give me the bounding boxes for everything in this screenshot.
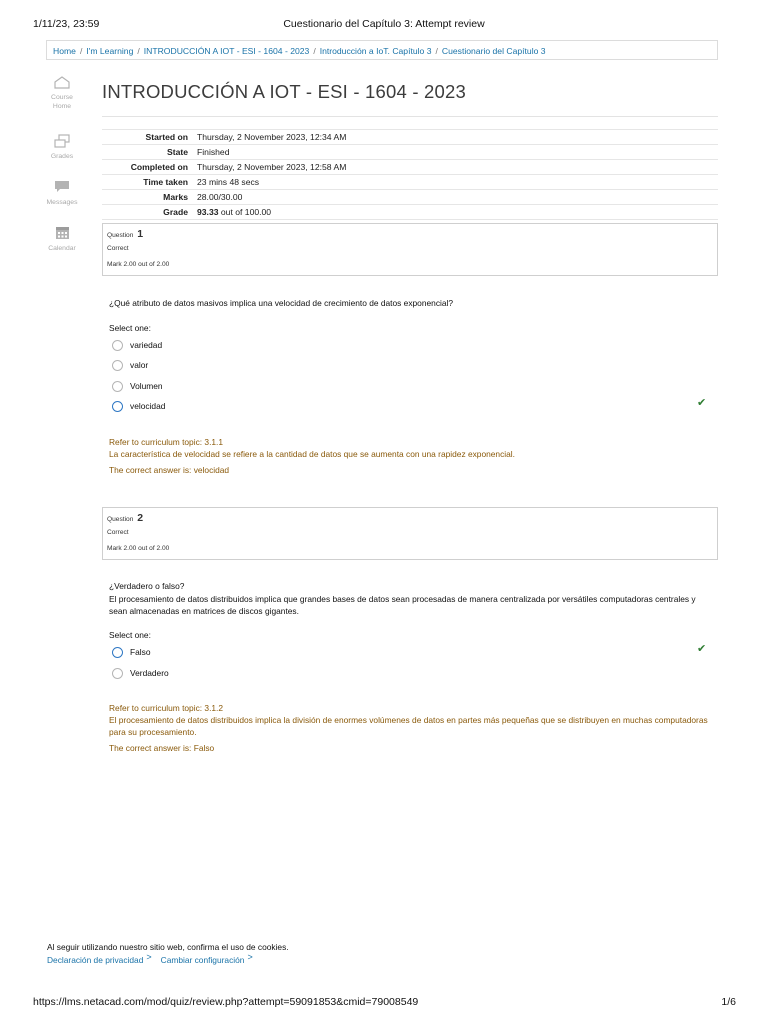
breadcrumb-course[interactable]: INTRODUCCIÓN A IOT - ESI - 1604 - 2023 <box>143 46 310 56</box>
summary-label: Completed on <box>130 162 188 172</box>
option-label: velocidad <box>130 401 166 411</box>
breadcrumb-chapter[interactable]: Introducción a IoT. Capítulo 3 <box>319 46 432 56</box>
summary-value <box>197 205 271 219</box>
select-one-label: Select one: <box>109 323 151 333</box>
question-1-feedback <box>109 436 709 476</box>
question-label: Question <box>107 516 134 523</box>
breadcrumb-quiz[interactable]: Cuestionario del Capítulo 3 <box>441 46 546 56</box>
question-2-text <box>109 580 709 618</box>
correct-answer: The correct answer is: velocidad <box>109 465 230 475</box>
radio-button[interactable] <box>112 668 123 679</box>
cookie-notice <box>47 941 289 967</box>
print-document-title: Cuestionario del Capítulo 3: Attempt review <box>283 18 485 30</box>
summary-label: Started on <box>145 132 188 142</box>
radio-button[interactable] <box>112 340 123 351</box>
radio-button-selected[interactable] <box>112 401 123 412</box>
summary-label: Time taken <box>143 177 188 187</box>
sidebar-item-grades[interactable] <box>40 134 84 161</box>
radio-button-selected[interactable] <box>112 647 123 658</box>
print-url: https://lms.netacad.com/mod/quiz/review.php?attempt=59091853&cmid=79008549 <box>33 996 419 1008</box>
sidebar-label-grades: Grades <box>50 153 74 160</box>
sidebar-item-course-home[interactable] <box>40 76 84 111</box>
question-number: 1 <box>137 228 144 240</box>
sidebar-label-messages: Messages <box>46 199 78 206</box>
grade-score: 93.33 <box>197 207 219 217</box>
radio-button[interactable] <box>112 360 123 371</box>
feedback-topic: Refer to curriculum topic: 3.1.1 <box>109 437 224 447</box>
summary-label: Grade <box>163 207 188 217</box>
q2-option-verdadero[interactable] <box>112 666 169 680</box>
correct-answer: The correct answer is: Falso <box>109 743 215 753</box>
question-status: Correct <box>107 245 129 252</box>
question-2-feedback <box>109 702 709 754</box>
grades-icon <box>54 134 70 148</box>
option-label: Verdadero <box>130 668 169 678</box>
question-number: 2 <box>137 512 144 524</box>
q2-option-falso[interactable] <box>112 645 150 659</box>
title-divider <box>102 116 718 117</box>
radio-button[interactable] <box>112 381 123 392</box>
option-label: Falso <box>130 647 151 657</box>
breadcrumb-home[interactable]: Home <box>53 46 76 56</box>
summary-row-grade <box>102 205 718 220</box>
option-label: variedad <box>130 340 163 350</box>
summary-value: Finished <box>197 147 230 157</box>
sidebar-item-calendar[interactable] <box>40 226 84 253</box>
option-label: valor <box>130 360 149 370</box>
question-status: Correct <box>107 529 129 536</box>
cookie-notice-text: Al seguir utilizando nuestro sitio web, confirma el uso de cookies. <box>47 942 289 952</box>
home-icon <box>54 76 70 89</box>
change-settings-link[interactable]: Cambiar configuración <box>160 955 245 965</box>
question-mark: Mark 2.00 out of 2.00 <box>107 261 170 268</box>
summary-label: Marks <box>163 192 188 202</box>
question-label: Question <box>107 232 134 239</box>
page-title: INTRODUCCIÓN A IOT - ESI - 1604 - 2023 <box>102 81 467 102</box>
message-icon <box>54 180 70 194</box>
question-1-text: ¿Qué atributo de datos masivos implica una velocidad de crecimiento de datos exponencial? <box>109 298 454 308</box>
question-1-info <box>102 223 718 276</box>
q1-option-variedad[interactable] <box>112 338 162 352</box>
question-2-text-line2: El procesamiento de datos distribuidos implica que grandes bases de datos sean procesadas de manera centralizada por versátiles computadoras centrales y sean almacenadas en matrices de discos gigantes. <box>109 593 696 616</box>
option-label: Volumen <box>130 381 163 391</box>
calendar-icon <box>55 226 70 240</box>
grade-suffix: out of 100.00 <box>220 207 272 217</box>
summary-row-time <box>102 175 718 190</box>
question-2-info <box>102 507 718 560</box>
summary-row-marks <box>102 190 718 205</box>
summary-label: State <box>166 147 188 157</box>
question-mark: Mark 2.00 out of 2.00 <box>107 545 170 552</box>
question-2-text-line1: ¿Verdadero o falso? <box>109 581 185 591</box>
breadcrumb-im-learning[interactable]: I'm Learning <box>86 46 134 56</box>
summary-value: 23 mins 48 secs <box>197 177 260 187</box>
q1-option-velocidad[interactable] <box>112 399 165 413</box>
sidebar-label-course-home: Course Home <box>51 94 73 110</box>
sidebar-item-messages[interactable] <box>40 180 84 207</box>
select-one-label: Select one: <box>109 630 151 640</box>
feedback-text: La característica de velocidad se refiere a la cantidad de datos que se aumenta con una rapidez exponencial. <box>109 449 515 459</box>
print-page-number: 1/6 <box>721 996 736 1008</box>
summary-row-completed <box>102 160 718 175</box>
q1-option-valor[interactable] <box>112 358 148 372</box>
breadcrumb: Home / I'm Learning / INTRODUCCIÓN A IOT - ESI - 1604 - 2023 / Introducción a IoT. Capítulo 3 / Cuestionario del Capítulo 3 <box>46 40 718 60</box>
summary-row-started <box>102 129 718 145</box>
print-header <box>0 18 768 32</box>
chevron-right-icon: > <box>247 952 253 962</box>
check-icon: ✔ <box>697 643 707 655</box>
attempt-summary-table <box>102 129 718 220</box>
sidebar-label-calendar: Calendar <box>48 245 76 252</box>
summary-value: Thursday, 2 November 2023, 12:58 AM <box>197 162 347 172</box>
feedback-text: El procesamiento de datos distribuidos implica la división de enormes volúmenes de datos en partes más pequeñas que se distribuyen en muchas computadoras para su procesamiento. <box>109 715 708 737</box>
summary-value: 28.00/30.00 <box>197 192 243 202</box>
q1-option-volumen[interactable] <box>112 379 163 393</box>
check-icon: ✔ <box>697 397 707 409</box>
privacy-statement-link[interactable]: Declaración de privacidad <box>47 955 144 965</box>
chevron-right-icon: > <box>146 952 152 962</box>
feedback-topic: Refer to curriculum topic: 3.1.2 <box>109 703 224 713</box>
print-datetime: 1/11/23, 23:59 <box>33 18 100 30</box>
summary-value: Thursday, 2 November 2023, 12:34 AM <box>197 132 347 142</box>
summary-row-state <box>102 145 718 160</box>
